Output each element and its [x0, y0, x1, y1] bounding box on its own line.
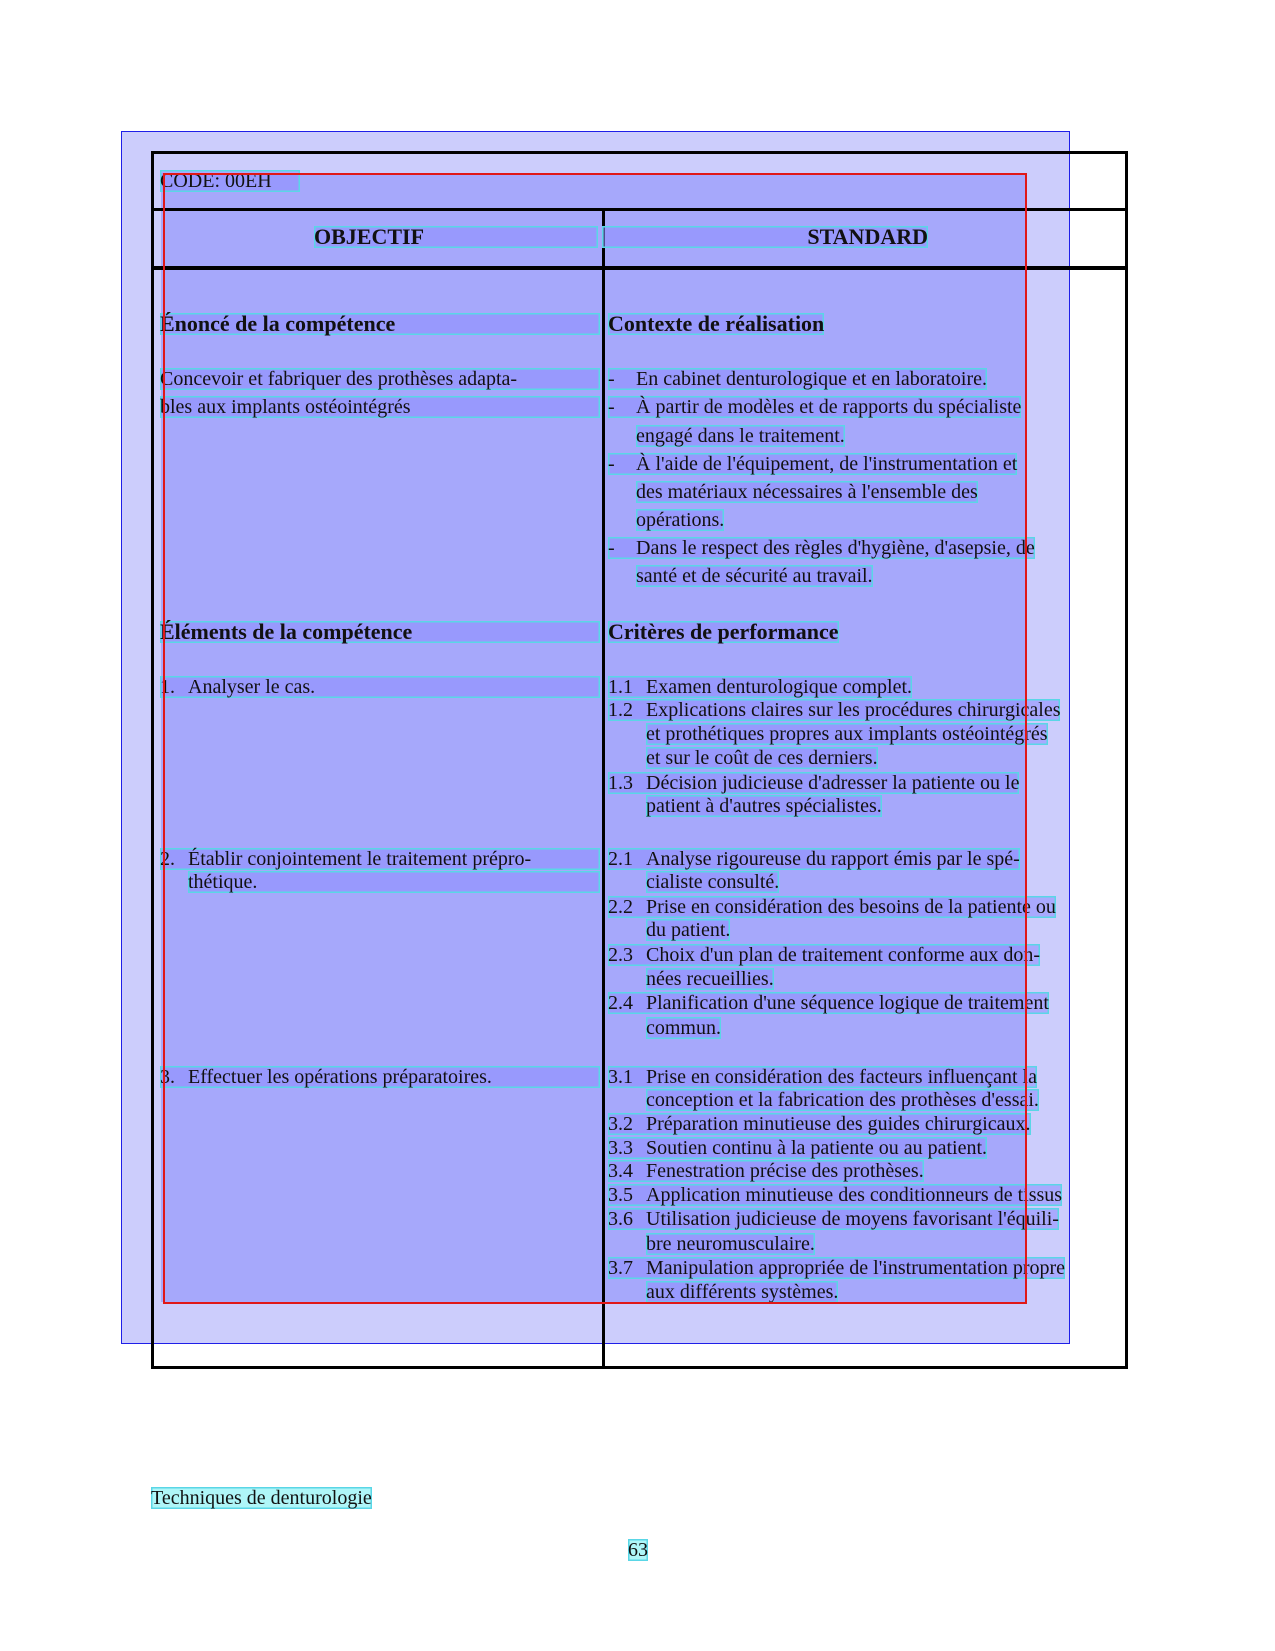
critere-line: et sur le coût de ces derniers. [646, 747, 878, 769]
critere-number: 3.2 [608, 1113, 633, 1135]
critere-line: Fenestration précise des prothèses. [646, 1160, 924, 1182]
critere-line: Prise en considération des besoins de la patiente ou [646, 896, 1056, 918]
list-dash: - [608, 368, 615, 390]
header-standard: STANDARD [602, 226, 928, 248]
critere-line: Planification d'une séquence logique de traitement [646, 992, 1049, 1014]
critere-line: Explications claires sur les procédures chirurgicales [646, 699, 1061, 721]
enonce-title: Énoncé de la compétence [160, 313, 600, 335]
critere-line: aux différents systèmes. [646, 1281, 839, 1303]
critere-line: Préparation minutieuse des guides chirurgicaux. [646, 1113, 1031, 1135]
critere-number: 1.3 [608, 772, 633, 794]
element-line: thétique. [188, 871, 600, 893]
enonce-line: Concevoir et fabriquer des prothèses adapta- [160, 368, 600, 390]
critere-number: 3.1 [608, 1066, 633, 1088]
critere-number: 2.4 [608, 992, 633, 1014]
critere-line: du patient. [646, 919, 731, 941]
critere-line: Décision judicieuse d'adresser la patiente ou le [646, 772, 1020, 794]
critere-line: conception et la fabrication des prothèses d'essai. [646, 1089, 1039, 1111]
critere-number: 3.7 [608, 1257, 633, 1279]
footer-program: Techniques de denturologie [151, 1487, 372, 1509]
critere-line: et prothétiques propres aux implants ostéointégrés [646, 723, 1048, 745]
contexte-line: engagé dans le traitement. [636, 425, 845, 447]
critere-line: Prise en considération des facteurs influençant la [646, 1066, 1037, 1088]
element-line: Établir conjointement le traitement prépro- [188, 848, 532, 870]
critere-line: Utilisation judicieuse de moyens favorisant l'équili- [646, 1208, 1059, 1230]
contexte-line: santé et de sécurité au travail. [636, 565, 873, 587]
element-line: Analyser le cas. [188, 676, 316, 698]
critere-line: Examen denturologique complet. [646, 676, 913, 698]
critere-number: 3.6 [608, 1208, 633, 1230]
contexte-line: Dans le respect des règles d'hygiène, d'asepsie, de [636, 537, 1035, 559]
list-dash: - [608, 396, 615, 418]
elements-title: Éléments de la compétence [160, 621, 600, 643]
contexte-line: des matériaux nécessaires à l'ensemble des [636, 481, 978, 503]
critere-number: 1.1 [608, 676, 633, 698]
critere-number: 3.3 [608, 1137, 633, 1159]
contexte-line: À l'aide de l'équipement, de l'instrumentation et [636, 453, 1018, 475]
critere-line: Soutien continu à la patiente ou au patient. [646, 1137, 988, 1159]
contexte-title: Contexte de réalisation [608, 311, 825, 336]
contexte-line: À partir de modèles et de rapports du spécialiste [636, 396, 1022, 418]
critere-line: patient à d'autres spécialistes. [646, 795, 882, 817]
critere-number: 1.2 [608, 699, 633, 721]
page-number: 63 [628, 1539, 648, 1561]
element-number: 1. [160, 676, 175, 698]
critere-number: 3.5 [608, 1184, 633, 1206]
critere-number: 2.3 [608, 944, 633, 966]
element-number: 3. [160, 1066, 175, 1088]
critere-line: Manipulation appropriée de l'instrumentation propre [646, 1257, 1066, 1279]
list-dash: - [608, 537, 615, 559]
critere-line: nées recueillies. [646, 968, 774, 990]
list-dash: - [608, 453, 615, 475]
contexte-line: opérations. [636, 509, 725, 531]
criteres-title: Critères de performance [608, 619, 839, 644]
enonce-line: bles aux implants ostéointégrés [160, 396, 600, 418]
critere-line: cialiste consulté. [646, 871, 780, 893]
critere-line: Application minutieuse des conditionneurs de tissus [646, 1184, 1063, 1206]
critere-number: 2.2 [608, 896, 633, 918]
element-number: 2. [160, 848, 175, 870]
critere-number: 2.1 [608, 848, 633, 870]
contexte-line: En cabinet denturologique et en laboratoire. [636, 368, 987, 390]
annotation-box-red [163, 173, 1027, 1304]
code-label: CODE: 00EH [160, 170, 300, 192]
element-line: Effectuer les opérations préparatoires. [188, 1066, 492, 1088]
critere-line: Choix d'un plan de traitement conforme aux don- [646, 944, 1041, 966]
critere-line: bre neuromusculaire. [646, 1233, 815, 1255]
critere-line: commun. [646, 1017, 721, 1039]
critere-number: 3.4 [608, 1160, 633, 1182]
critere-line: Analyse rigoureuse du rapport émis par le spé- [646, 848, 1020, 870]
header-objectif: OBJECTIF [314, 226, 598, 248]
